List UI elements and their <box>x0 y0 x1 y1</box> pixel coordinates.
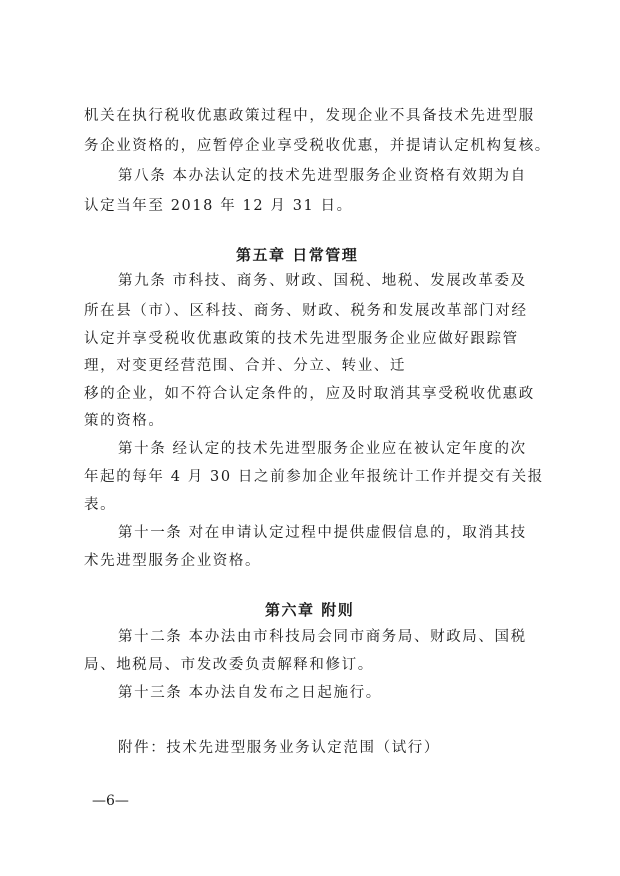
article-12: 第十二条 本办法由市科技局会同市商务局、财政局、国税 <box>118 629 527 645</box>
paragraph-line: 认定并享受税收优惠政策的技术先进型服务企业应做好跟踪管 <box>84 331 519 347</box>
paragraph-line: 表。 <box>84 497 117 513</box>
attachment-note: 附件：技术先进型服务业务认定范围（试行） <box>118 740 440 756</box>
paragraph-line: 局、地税局、市发改委负责解释和修订。 <box>84 657 374 673</box>
paragraph-line: 术先进型服务企业资格。 <box>84 553 262 569</box>
chapter-6-heading: 第六章 附则 <box>265 601 355 619</box>
paragraph-line: 务企业资格的，应暂停企业享受税收优惠，并提请认定机构复核。 <box>84 138 551 154</box>
paragraph-line: 移的企业，如不符合认定条件的，应及时取消其享受税收优惠政 <box>84 386 535 402</box>
article-11: 第十一条 对在申请认定过程中提供虚假信息的，取消其技 <box>118 525 527 541</box>
paragraph-line: 理，对变更经营范围、合并、分立、转业、迁 <box>84 358 406 374</box>
paragraph-line: 年起的每年 4 月 30 日之前参加企业年报统计工作并提交有关报 <box>84 469 544 485</box>
article-9: 第九条 市科技、商务、财政、国税、地税、发展改革委及 <box>118 273 527 289</box>
paragraph-line: 机关在执行税收优惠政策过程中，发现企业不具备技术先进型服 <box>84 108 535 124</box>
article-13: 第十三条 本办法自发布之日起施行。 <box>118 685 382 701</box>
article-8: 第八条 本办法认定的技术先进型服务企业资格有效期为自 <box>118 168 527 184</box>
paragraph-line: 认定当年至 2018 年 12 月 31 日。 <box>84 198 353 214</box>
page-number: —6— <box>92 793 129 809</box>
paragraph-line: 所在县（市）、区科技、商务、财政、税务和发展改革部门对经 <box>84 303 528 319</box>
article-10: 第十条 经认定的技术先进型服务企业应在被认定年度的次 <box>118 441 527 457</box>
chapter-5-heading: 第五章 日常管理 <box>236 246 359 264</box>
paragraph-line: 策的资格。 <box>84 413 165 429</box>
